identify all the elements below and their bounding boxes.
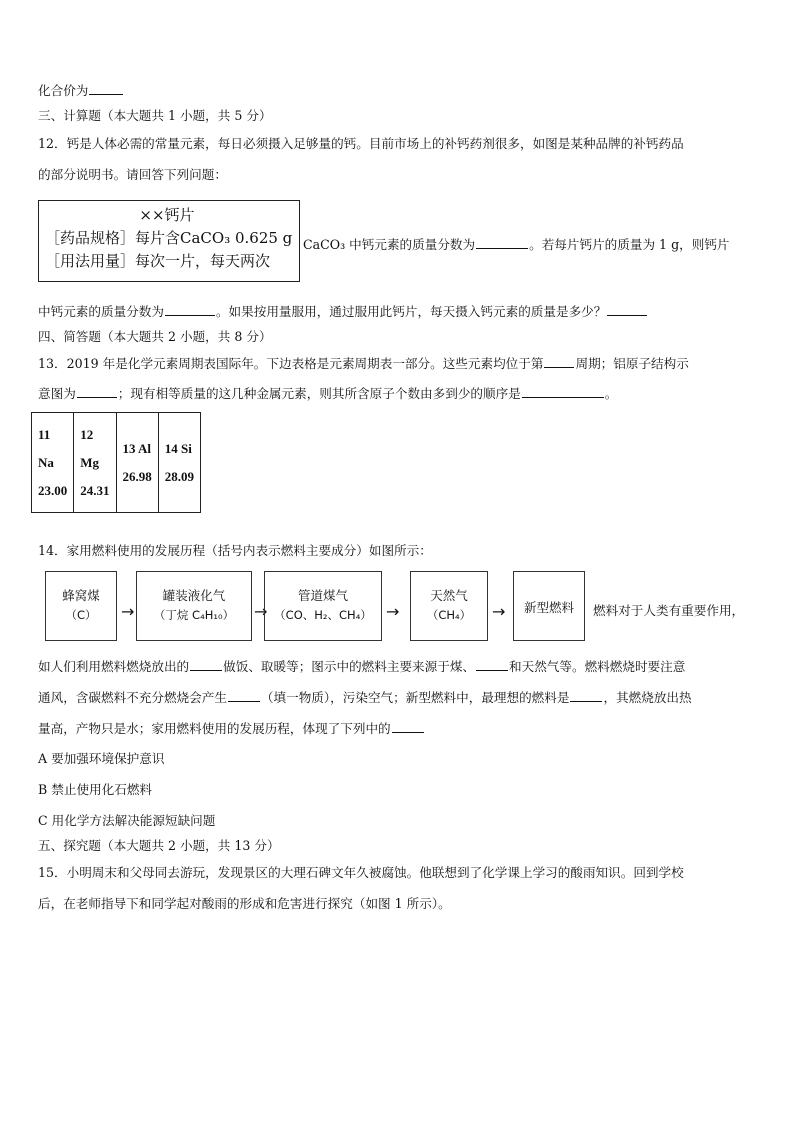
option-c: C 用化学方法解决能源短缺问题: [38, 813, 216, 828]
element-cell-al: 13 Al 26.98: [116, 413, 158, 513]
answer-blank[interactable]: [228, 689, 260, 702]
label-spec: ［药品规格］每片含CaCO₃ 0.625 g: [45, 229, 293, 247]
label-title: ××钙片: [139, 206, 195, 224]
q14-after-diagram: 燃料对于人类有重要作用，: [593, 603, 745, 618]
element-cell-si: 14 Si 28.09: [158, 413, 200, 513]
option-a: A 要加强环境保护意识: [38, 751, 165, 766]
q13-text-1: 13．2019 年是化学元素周期表国际年。下边表格是元素周期表一部分。这些元素均位于第 周期；铝原子结构示: [38, 356, 689, 371]
answer-blank[interactable]: [522, 385, 604, 398]
arrow-right-icon: →: [121, 602, 135, 621]
fuel-box-lpg: 罐装液化气 （丁烷 C₄H₁₀）: [136, 571, 252, 641]
element-cell-na: 11 Na 23.00: [32, 413, 74, 513]
answer-blank[interactable]: [476, 658, 508, 671]
option-b: B 禁止使用化石燃料: [38, 782, 153, 797]
q14-text-4: 量高，产物只是水；家用燃料使用的发展历程，体现了下列中的: [38, 720, 425, 737]
q15-text-1: 15．小明周末和父母同去游玩，发现景区的大理石碑文年久被腐蚀。他联想到了化学课上学习的酸雨知识。回到学校: [38, 865, 684, 880]
section-4-heading: 四、简答题（本大题共 2 小题，共 8 分）: [38, 329, 272, 344]
element-cell-mg: 12 Mg 24.31: [74, 413, 116, 513]
answer-blank[interactable]: [165, 303, 215, 316]
line-valence: 化合价为: [38, 82, 124, 99]
label-usage: ［用法用量］每次一片，每天两次: [45, 252, 271, 270]
arrow-right-icon: →: [254, 602, 268, 621]
section-3-heading: 三、计算题（本大题共 1 小题，共 5 分）: [38, 108, 272, 123]
q12-text-1: 12．钙是人体必需的常量元素，每日必须摄入足够量的钙。目前市场上的补钙药剂很多，如图是某种品牌的补钙药品: [38, 136, 684, 151]
q14-text-3: 通风，含碳燃料不充分燃烧会产生 （填一物质），污染空气；新型燃料中，最理想的燃料是 ，其燃烧放出热: [38, 690, 692, 705]
periodic-table-excerpt: [31, 412, 201, 513]
fuel-box-new: 新型燃料: [513, 571, 585, 641]
section-5-heading: 五、探究题（本大题共 2 小题，共 13 分）: [38, 838, 280, 853]
medicine-label: [38, 200, 300, 282]
q14-text-1: 14．家用燃料使用的发展历程（括号内表示燃料主要成分）如图所示：: [38, 543, 432, 558]
q15-text-2: 后，在老师指导下和同学起对酸雨的形成和危害进行探究（如图 1 所示）。: [38, 896, 451, 911]
q12-text-3: CaCO₃ 中钙元素的质量分数为 。若每片钙片的质量为 1 g，则钙片: [303, 237, 730, 252]
arrow-right-icon: →: [492, 602, 506, 621]
answer-blank[interactable]: [476, 236, 528, 249]
q12-text-4: 中钙元素的质量分数为 。如果按用量服用，通过服用此钙片，每天摄入钙元素的质量是多少？: [38, 303, 648, 320]
fuel-box-gas: 管道煤气 （CO、H₂、CH₄）: [264, 571, 382, 641]
answer-blank[interactable]: [77, 385, 117, 398]
answer-blank[interactable]: [392, 720, 424, 733]
answer-blank[interactable]: [544, 355, 574, 368]
q13-text-2: 意图为 ；现有相等质量的这几种金属元素，则其所含原子个数由多到少的顺序是 。: [38, 386, 618, 401]
fuel-box-natural-gas: 天然气 （CH₄）: [410, 571, 488, 641]
q14-text-2: 如人们利用燃料燃烧放出的 做饭、取暖等；图示中的燃料主要来源于煤、 和天然气等。燃料燃烧时要注意: [38, 659, 686, 674]
answer-blank[interactable]: [607, 303, 647, 316]
fuel-box-coal: 蜂窝煤 （C）: [45, 571, 117, 641]
answer-blank[interactable]: [570, 689, 602, 702]
q12-text-2: 的部分说明书。请回答下列问题：: [38, 167, 227, 182]
answer-blank[interactable]: [89, 82, 123, 95]
arrow-right-icon: →: [386, 602, 400, 621]
answer-blank[interactable]: [190, 658, 222, 671]
